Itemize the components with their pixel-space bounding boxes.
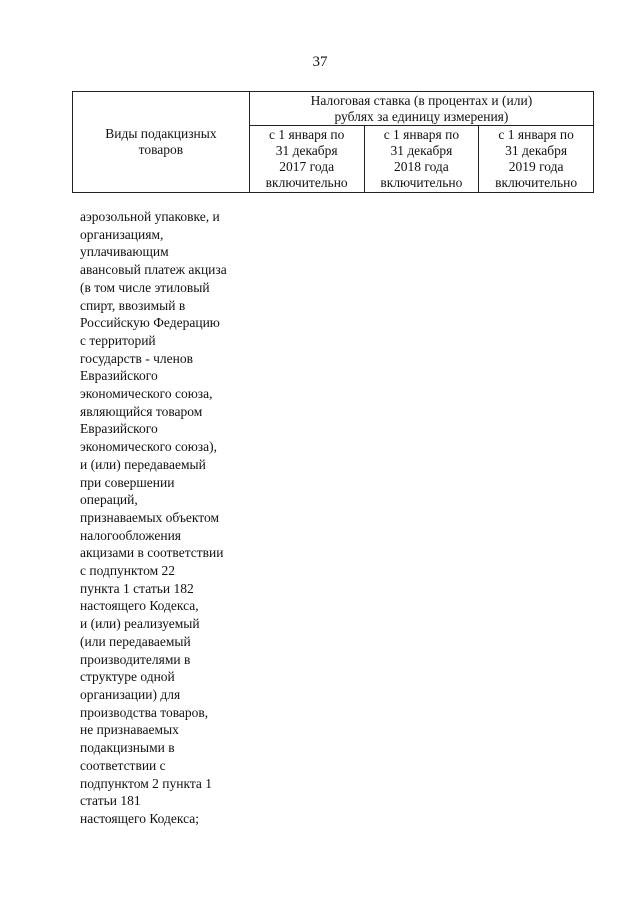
excisable-goods-header-cell <box>73 92 250 193</box>
page-number: 37 <box>312 54 328 70</box>
description-line: производителями в <box>80 651 191 667</box>
description-line: операций, <box>80 492 138 508</box>
description-line: и (или) реализуемый <box>80 616 200 632</box>
description-line: организациям, <box>80 226 164 242</box>
period-line: 31 декабря <box>275 143 338 158</box>
goods-description-continuation <box>80 208 260 828</box>
description-line: экономического союза, <box>80 386 213 402</box>
description-line: спирт, ввозимый в <box>80 297 186 313</box>
description-line: акцизами в соответствии <box>80 545 224 561</box>
description-line: налогообложения <box>80 527 182 543</box>
period-line: с 1 января по <box>498 127 574 142</box>
description-line: являющийся товаром <box>80 403 203 419</box>
period-line: 2017 года <box>279 159 335 174</box>
description-line: признаваемых объектом <box>80 509 220 525</box>
period-line: включительно <box>495 175 578 190</box>
description-line: с подпунктом 22 <box>80 563 176 579</box>
period-line: 31 декабря <box>390 143 453 158</box>
description-line: Российскую Федерацию <box>80 315 220 331</box>
description-line: Евразийского <box>80 368 158 384</box>
description-line: организации) для <box>80 686 181 702</box>
description-line: производства товаров, <box>80 704 209 720</box>
description-line: авансовый платеж акциза <box>80 262 227 278</box>
description-line: статьи 181 <box>80 793 141 809</box>
description-line: уплачивающим <box>80 244 169 260</box>
description-line: и (или) передаваемый <box>80 456 206 472</box>
period-2018-header-cell <box>364 126 479 193</box>
period-line: 31 декабря <box>505 143 568 158</box>
description-line: не признаваемых <box>80 722 179 738</box>
period-line: с 1 января по <box>268 127 345 142</box>
period-line: 2018 года <box>394 159 449 174</box>
description-line: Евразийского <box>80 421 158 437</box>
description-line: экономического союза), <box>80 439 217 455</box>
excisable-goods-header-line: товаров <box>138 142 184 157</box>
description-line: настоящего Кодекса; <box>80 810 200 826</box>
period-line: с 1 января по <box>383 127 460 142</box>
tax-rate-header-table <box>72 91 594 193</box>
tax-rate-header-line: Налоговая ставка (в процентах и (или) <box>310 92 533 108</box>
description-line: подпунктом 2 пункта 1 <box>80 775 213 791</box>
tax-rate-header-cell <box>249 92 593 126</box>
description-line: соответствии с <box>80 757 166 773</box>
period-2017-header-cell <box>249 126 364 193</box>
description-line: государств - членов <box>80 350 193 366</box>
description-line: настоящего Кодекса, <box>80 598 199 614</box>
description-line: (или передаваемый <box>80 633 191 649</box>
description-line: с территорий <box>80 332 156 348</box>
description-line: структуре одной <box>80 669 175 685</box>
description-line: (в том числе этиловый <box>80 279 210 295</box>
period-line: включительно <box>380 175 463 190</box>
description-line: при совершении <box>80 474 175 490</box>
period-2019-header-cell <box>479 126 594 193</box>
description-line: аэрозольной упаковке, и <box>80 209 220 224</box>
period-line: 2019 года <box>508 159 564 174</box>
description-line: подакцизными в <box>80 740 175 756</box>
tax-rate-header-line: рублях за единицу измерения) <box>334 108 509 124</box>
period-line: включительно <box>265 175 348 190</box>
description-line: пункта 1 статьи 182 <box>80 580 194 596</box>
excisable-goods-header-line: Виды подакцизных <box>105 126 217 141</box>
